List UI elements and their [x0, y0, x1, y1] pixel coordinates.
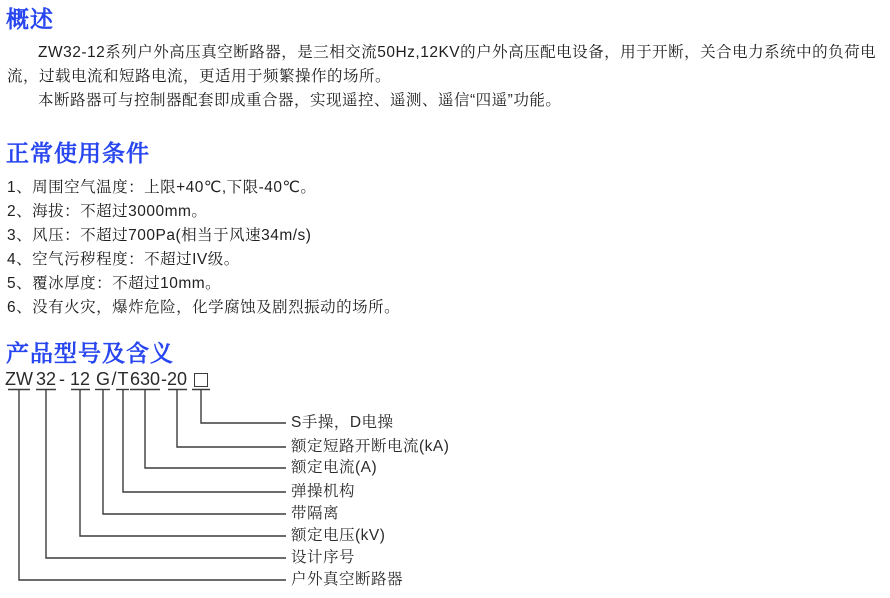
condition-item-5: 5、覆冰厚度：不超过10mm。 [7, 275, 222, 292]
model-label-rated-current: 额定电流(A) [291, 459, 378, 476]
model-token-placeholder-box [194, 373, 208, 387]
conditions-list [7, 176, 890, 320]
condition-item-1: 1、周围空气温度：上限+40℃,下限-40℃。 [7, 179, 317, 196]
model-label-operation-type: S手操，D电操 [291, 414, 394, 431]
overview-paragraph-2: 本断路器可与控制器配套即成重合器，实现遥控、遥测、遥信“四遥”功能。 [38, 92, 562, 109]
condition-item-2: 2、海拔：不超过3000mm。 [7, 203, 208, 220]
model-token-dash: - [59, 369, 65, 389]
model-label-rated-voltage: 额定电压(kV) [291, 527, 386, 544]
model-token-t: T [117, 369, 129, 389]
model-designation-diagram [0, 366, 890, 592]
model-token-slash: / [111, 369, 117, 389]
condition-item-6: 6、没有火灾，爆炸危险，化学腐蚀及剧烈振动的场所。 [7, 299, 401, 316]
model-token-zw: ZW [5, 369, 33, 389]
model-label-spring-mechanism: 弹操机构 [291, 483, 356, 500]
model-token-12: 12 [69, 369, 91, 389]
condition-item-3: 3、风压：不超过700Pa(相当于风速34m/s) [7, 227, 312, 244]
overview-paragraph-1: ZW32-12系列户外高压真空断路器，是三相交流50Hz,12KV的户外高压配电设备，用于开断，关合电力系统中的负荷电流，过载电流和短路电流，更适用于频繁操作的场所。 [7, 44, 877, 85]
conditions-heading: 正常使用条件 [6, 140, 150, 166]
condition-item-4: 4、空气污秽程度：不超过IV级。 [7, 251, 240, 268]
model-token-630: 630 [129, 369, 161, 389]
model-label-outdoor-breaker: 户外真空断路器 [291, 571, 404, 588]
model-token-dash2: - [161, 369, 167, 389]
model-heading: 产品型号及含义 [6, 340, 174, 366]
model-label-breaking-current: 额定短路开断电流(kA) [291, 438, 450, 455]
model-label-with-isolation: 带隔离 [291, 505, 340, 522]
model-label-design-serial: 设计序号 [291, 549, 356, 566]
overview-heading: 概述 [6, 6, 54, 32]
model-token-g: G [95, 369, 111, 389]
model-connector-lines [0, 366, 890, 592]
model-token-32: 32 [35, 369, 57, 389]
model-token-20: 20 [166, 369, 188, 389]
